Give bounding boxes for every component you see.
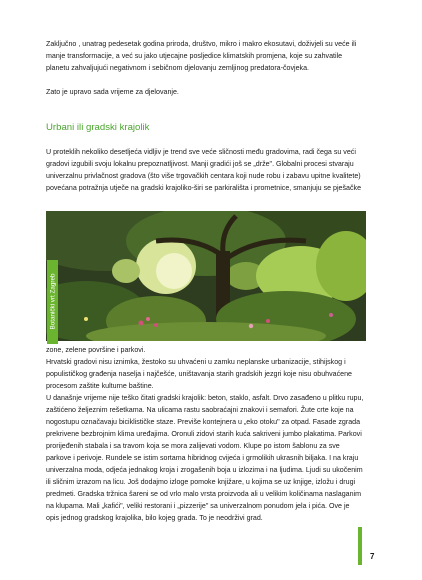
page-accent-bar	[358, 527, 362, 565]
photo-caption-tab	[47, 260, 58, 344]
section-paragraph-2: Hrvatski gradovi nisu iznimka, žestoko su uhvaćeni u zamku neplanske urbanizacije, stihijskog i populističkog građenja naselja i najčešće, uništavanja starih gradskih jezgri koje nisu obuhvaćene procesom zaštite kulturne baštine.	[46, 358, 353, 390]
section-paragraph-1: U proteklih nekoliko desetljeća vidljiv je trend sve veće sličnosti među gradovima, radi čega su veći gradovi izgubili svoju lokalnu prepoznatljivost. Manji gradići još se „drže". Globalni procesi stvaraju univerzalnu privlačnost gradova (što više trgovačkih centara koji nude robu i zabavu upitne kvalitete) povećana potražnja utječe na gradski krajoliko-širi se parkirališta i prometnice, smanjuju se pješačke	[46, 148, 362, 192]
section-paragraph-3: U današnje vrijeme nije teško čitati gradski krajolik: beton, staklo, asfalt. Drvo zasađeno u plitku rupu, zaštićeno željeznim rešetkama. Na ulicama rastu saobraćajni znakovi i semafori. Žute crte koje na nogostupu označavaju biciklističke staze. Previše kontejnera u „eko otoku" za otpad. Fasade zgrada prekrivene bezbrojnim klima uređajima. Oronuli zidovi starih kuća sakriveni jumbo plakatima. Parkovi prorijeđenih stabala i sa travom koja se mora zalijevati vodom. Klupe po istom šablonu za sve parkove i perivoje. Rundele se istim sortama hibridnog cvijeća i grmolikih ukrasnih biljaka. I na kraju univerzalna moda, odjeća jednakog kroja i zrogašenih boja u izlozima i na ljudima. Ljudi su ukočenim ili sličnim izrazom na licu. Još dodajmo izloge pomoke knjižare, u kojima se uz knjige, izložu i drugi predmeti. Gradska tržnica šareni se od vrlo malo vrsta proizvoda ali u velikim količinama naslaganim na klupama. Mali „kafići", veliki restorani i „pizzerije" sa univerzalnom ponudom jela i pića. Ove je opis jednog gradskog krajolika, bilo kojeg grada. To je neodrživi grad.	[46, 394, 364, 522]
intro-closing: Zato je upravo sada vrijeme za djelovanje.	[46, 88, 179, 96]
page-number: 7	[370, 552, 375, 561]
photo-caption-label: Botanički vrt Zagreb	[49, 273, 57, 330]
garden-photo-art	[46, 211, 366, 341]
garden-photo	[46, 211, 366, 341]
section-paragraph-1-continued: zone, zelene površine i parkovi.	[46, 346, 146, 354]
section-heading: Urbani ili gradski krajolik	[46, 122, 150, 133]
intro-paragraph: Zaključno , unatrag pedesetak godina priroda, društvo, mikro i makro ekosutavi, doživjeli su veće ili manje transformacije, a već su jako utjecajne posljedice klimatskih promjena, koje su zahvatile planetu zahvaljujući negativnom i sebičnom djelovanju zemljinog predatora-čovjeka.	[46, 40, 357, 72]
